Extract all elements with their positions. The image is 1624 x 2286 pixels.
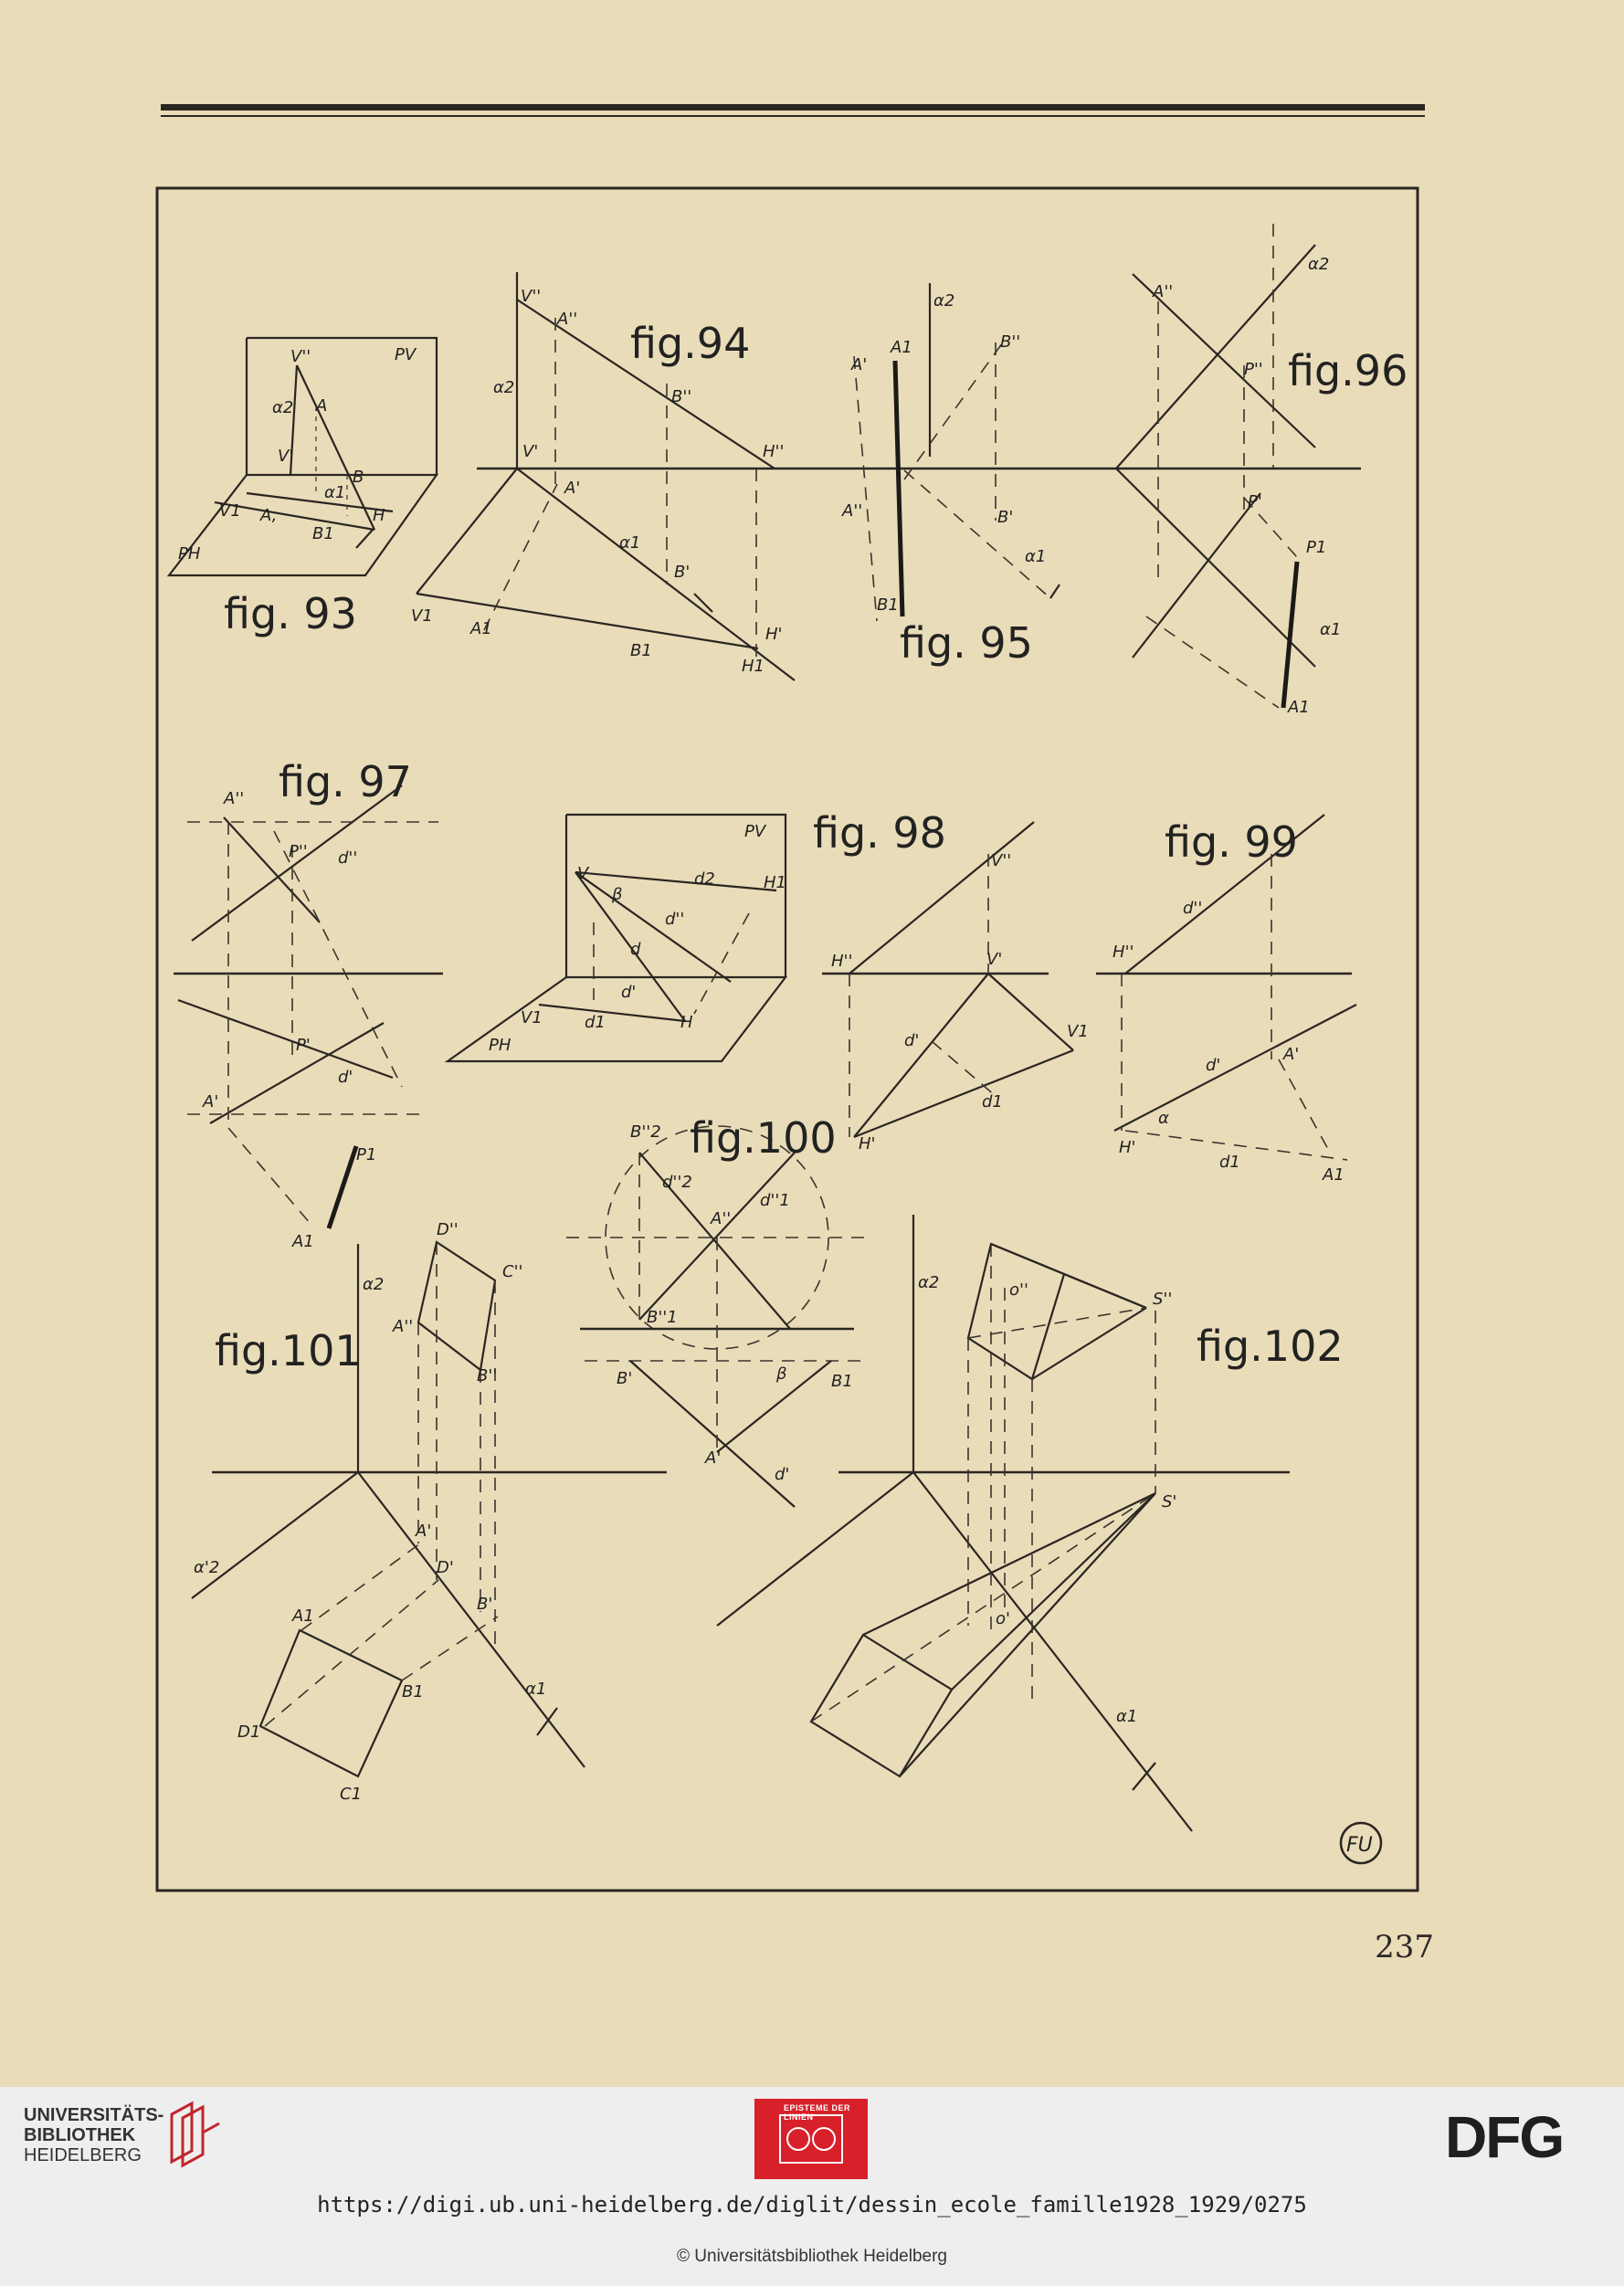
fig98-label-2: β	[612, 885, 623, 904]
fig99-label-1: H''	[1113, 943, 1134, 962]
fig93-label-5: V'	[278, 447, 294, 466]
fig95-caption: fig. 95	[900, 618, 1033, 668]
fig101-label-9: A1	[292, 1607, 314, 1626]
fig100-label-8: A'	[705, 1449, 722, 1468]
page-number: 237	[1375, 1929, 1434, 1965]
fig102-label-3: S'	[1162, 1492, 1177, 1512]
fig101-label-0: α2	[363, 1275, 385, 1294]
fig93-label-9: V1	[219, 501, 241, 521]
fig99-label-0: d''	[1183, 899, 1203, 918]
fig102-label-5: α1	[1116, 1707, 1138, 1726]
fig95-label-7: B1	[877, 595, 899, 615]
copyright-notice: © Universitätsbibliothek Heidelberg	[677, 2247, 947, 2266]
fig93-label-6: B	[353, 468, 364, 487]
source-url-link[interactable]: https://digi.ub.uni-heidelberg.de/diglit/dessin_ecole_famille1928_1929/0275	[317, 2192, 1307, 2218]
fig93-label-1: PH	[178, 544, 201, 564]
fig101-caption: fig.101	[215, 1326, 362, 1375]
fig96-label-6: A1	[1288, 698, 1310, 717]
fig99-label-3: A'	[1283, 1045, 1300, 1064]
fig98-label-1: V	[577, 864, 589, 883]
fig98-label-11: H	[680, 1013, 693, 1032]
fig101-label-11: D1	[237, 1722, 261, 1742]
fig101-label-8: B'	[477, 1595, 493, 1614]
fig100-label-2: d''1	[760, 1191, 790, 1210]
figure-96	[1116, 224, 1408, 717]
library-logo-icon	[163, 2096, 227, 2169]
fig98-label-5: d''	[665, 910, 685, 929]
fig101-label-4: B''	[477, 1366, 498, 1385]
fig99-label-4: α	[1158, 1109, 1169, 1128]
fig97-caption: fig. 97	[279, 757, 412, 806]
fig95-label-3: A''	[842, 501, 863, 521]
monogram-text: FU	[1346, 1834, 1373, 1857]
fig93-caption: fig. 93	[224, 589, 357, 638]
fig99-label-5: H'	[1119, 1138, 1136, 1157]
fig99-label-7: A1	[1323, 1165, 1345, 1185]
fig94-label-7: α1	[619, 533, 641, 553]
fig100-label-4: B''1	[647, 1308, 678, 1327]
fig101-label-1: D''	[437, 1220, 459, 1239]
figure-97	[174, 757, 443, 1251]
fig98-label-6: d	[630, 940, 641, 959]
fig97-label-6: P1	[356, 1145, 377, 1164]
fig97-label-1: P''	[289, 842, 308, 861]
fig93-label-11: H	[373, 506, 385, 525]
fig94-label-0: V''	[521, 287, 542, 306]
fig98-label-18: H'	[859, 1134, 876, 1154]
fig93-label-4: A	[316, 396, 328, 416]
fig98-label-12: V''	[991, 851, 1012, 870]
fig98-label-8: d1	[585, 1013, 606, 1032]
fig94-label-11: B1	[630, 641, 652, 660]
dfg-logo[interactable]: DFG	[1445, 2104, 1564, 2170]
fig97-label-7: A1	[292, 1232, 314, 1251]
figure-99	[1096, 815, 1356, 1185]
fig102-label-4: o'	[996, 1609, 1010, 1628]
figure-98	[448, 808, 1089, 1154]
fig101-label-7: D'	[437, 1558, 454, 1577]
fig94-label-6: A'	[564, 479, 581, 498]
figure-95	[841, 283, 1060, 668]
fig99-label-6: d1	[1219, 1153, 1240, 1172]
fig101-label-12: C1	[340, 1785, 363, 1804]
fig102-caption: fig.102	[1197, 1322, 1344, 1371]
fig100-label-0: B''2	[630, 1122, 661, 1142]
fig97-label-2: d''	[338, 848, 358, 868]
figure-100	[566, 1113, 872, 1507]
fig97-label-5: A'	[203, 1092, 219, 1111]
fig99-label-2: d'	[1206, 1056, 1221, 1075]
fig93-label-3: α2	[272, 398, 294, 417]
fig96-label-3: P'	[1248, 492, 1262, 511]
fig100-label-6: β	[776, 1364, 787, 1384]
plate-frame	[157, 188, 1418, 1891]
fig95-label-0: α2	[933, 291, 955, 311]
fig96-label-1: A''	[1153, 282, 1174, 301]
fig94-label-13: H1	[742, 657, 765, 676]
fig98-label-15: V1	[1067, 1022, 1089, 1041]
fig94-label-8: B'	[674, 563, 691, 582]
figure-93	[169, 338, 437, 638]
fig98-label-14: V'	[986, 950, 1003, 969]
fig101-label-13: α1	[525, 1680, 547, 1699]
fig94-caption: fig.94	[630, 319, 751, 368]
fig93-label-7: α1	[324, 483, 346, 502]
fig101-label-6: A'	[416, 1522, 432, 1541]
fig101-label-10: B1	[402, 1682, 424, 1701]
fig95-label-2: B''	[1000, 332, 1021, 352]
fig102-label-2: S''	[1153, 1290, 1173, 1309]
figure-94	[411, 272, 1361, 680]
library-name-line1: UNIVERSITÄTS-	[24, 2105, 164, 2125]
fig100-label-9: d'	[775, 1465, 790, 1484]
fig98-label-16: d'	[904, 1031, 920, 1050]
fig98-label-7: d'	[621, 983, 637, 1002]
library-city: HEIDELBERG	[24, 2145, 142, 2165]
fig95-label-4: A'	[851, 355, 868, 374]
fig100-label-3: A''	[711, 1209, 732, 1228]
fig93-label-0: PV	[395, 345, 417, 364]
fig94-label-9: V1	[411, 606, 433, 626]
fig96-label-2: P''	[1244, 360, 1263, 379]
fig97-label-4: d'	[338, 1068, 353, 1087]
fig100-label-1: d''2	[662, 1173, 692, 1192]
fig102-label-1: o''	[1009, 1280, 1028, 1300]
fig97-label-0: A''	[224, 789, 245, 808]
header-rule	[161, 104, 1425, 117]
fig93-label-8: A,	[260, 506, 278, 525]
library-name-line2: BIBLIOTHEK	[24, 2125, 136, 2145]
artist-monogram	[1341, 1823, 1381, 1863]
fig98-label-13: H''	[831, 952, 853, 971]
fig96-caption: fig.96	[1288, 346, 1408, 395]
fig94-label-12: H'	[765, 625, 783, 644]
fig98-label-4: H1	[764, 873, 786, 892]
fig100-label-7: B1	[831, 1372, 853, 1391]
fig98-label-3: d2	[694, 869, 715, 889]
library-logo-text[interactable]	[24, 2105, 170, 2165]
fig100-label-5: B'	[617, 1369, 633, 1388]
fig96-label-4: P1	[1306, 538, 1327, 557]
fig98-caption: fig. 98	[813, 808, 946, 858]
episteme-badge-title: EPISTEME DER LINIEN	[784, 2103, 851, 2122]
fig98-label-17: d1	[982, 1092, 1003, 1111]
fig98-label-0: PV	[744, 822, 766, 841]
fig95-label-1: A1	[891, 338, 912, 357]
fig97-label-3: P'	[296, 1036, 311, 1055]
fig99-caption: fig. 99	[1165, 817, 1298, 867]
fig98-label-9: V1	[521, 1008, 543, 1027]
fig96-label-0: α2	[1308, 255, 1330, 274]
fig96-label-5: α1	[1320, 620, 1342, 639]
fig100-caption: fig.100	[690, 1113, 837, 1163]
figure-101	[192, 1220, 667, 1804]
fig101-label-2: C''	[502, 1262, 523, 1281]
fig98-label-10: PH	[489, 1036, 511, 1055]
fig93-label-10: B1	[312, 524, 334, 543]
fig101-label-5: α'2	[194, 1558, 220, 1577]
fig94-label-2: α2	[493, 378, 515, 397]
fig94-label-3: B''	[671, 387, 692, 406]
figure-102	[717, 1215, 1344, 1831]
fig94-label-1: A''	[557, 310, 578, 329]
fig93-label-2: V''	[290, 347, 311, 366]
fig94-label-4: H''	[763, 442, 785, 461]
fig95-label-6: α1	[1025, 547, 1047, 566]
fig102-label-0: α2	[918, 1273, 940, 1292]
fig101-label-3: A''	[393, 1317, 414, 1336]
fig95-label-5: B'	[997, 508, 1014, 527]
fig94-label-10: A1	[470, 619, 492, 638]
fig94-label-5: V'	[522, 442, 539, 461]
